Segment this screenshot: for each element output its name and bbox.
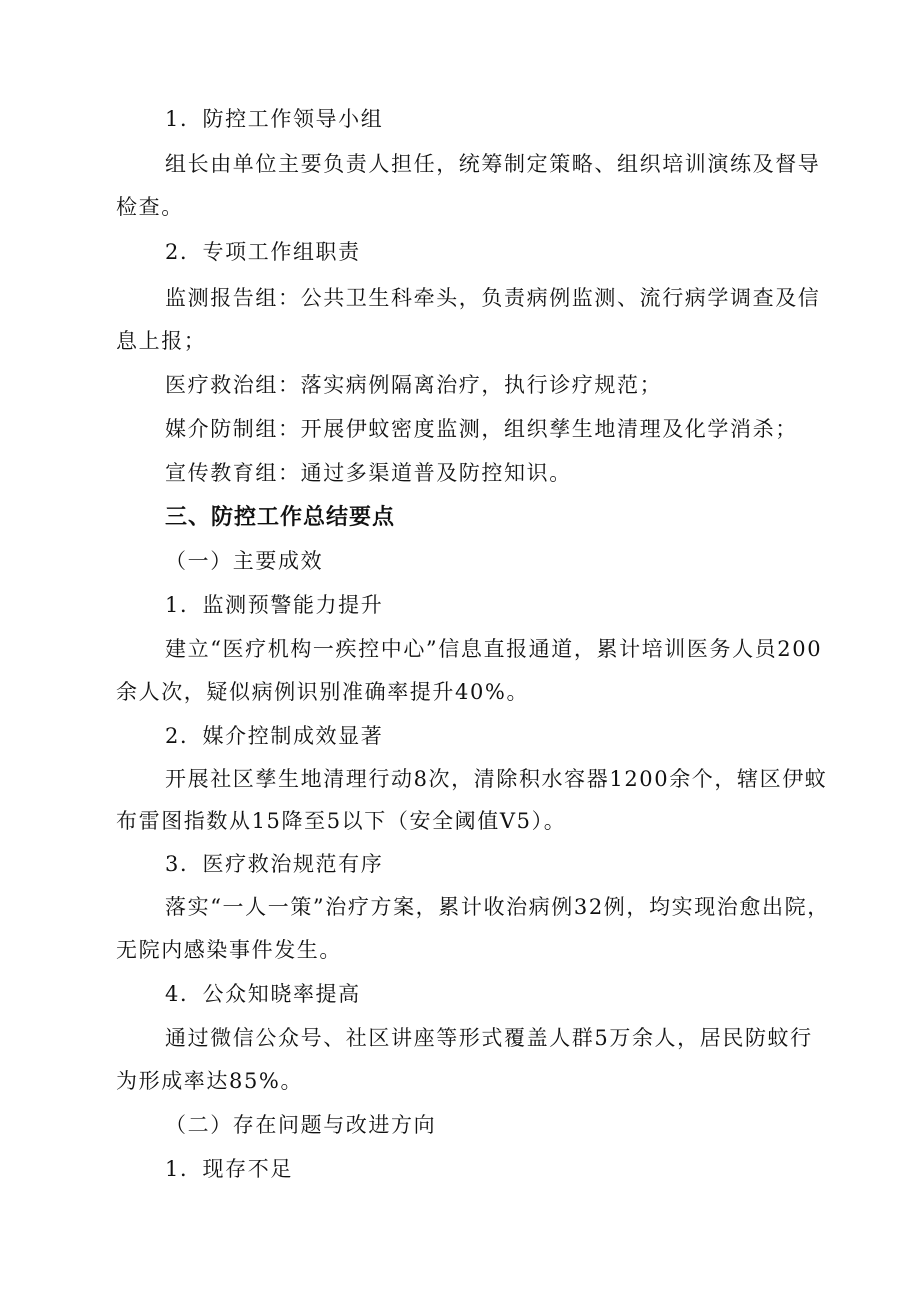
paragraph-line: 落实“一人一策”治疗方案，累计收治病例32例，均实现治愈出院， xyxy=(165,895,830,919)
paragraph-line: 无院内感染事件发生。 xyxy=(116,938,342,962)
item-heading: 4．公众知晓率提高 xyxy=(165,982,361,1006)
paragraph-line: 组长由单位主要负责人担任，统筹制定策略、组织培训演练及督导 xyxy=(165,152,821,176)
item-heading: 1．防控工作领导小组 xyxy=(165,107,384,131)
paragraph-line: 媒介防制组：开展伊蚊密度监测，组织孳生地清理及化学消杀； xyxy=(165,417,798,441)
paragraph-line: 宣传教育组：通过多渠道普及防控知识。 xyxy=(165,461,572,485)
item-heading: 3．医疗救治规范有序 xyxy=(165,852,384,876)
item-heading: 2．媒介控制成效显著 xyxy=(165,724,384,748)
paragraph-line: 息上报； xyxy=(116,329,207,353)
item-heading: 1．现存不足 xyxy=(165,1157,293,1181)
subsection-title: （一）主要成效 xyxy=(165,549,324,573)
paragraph-line: 布雷图指数从15降至5以下（安全阈值V5）。 xyxy=(116,809,567,833)
paragraph-line: 为形成率达85%。 xyxy=(116,1069,304,1093)
paragraph-line: 余人次，疑似病例识别准确率提升40%。 xyxy=(116,680,530,704)
paragraph-line: 监测报告组：公共卫生科牵头，负责病例监测、流行病学调查及信 xyxy=(165,286,821,310)
paragraph-line: 通过微信公众号、社区讲座等形式覆盖人群5万余人，居民防蚊行 xyxy=(165,1026,813,1050)
subsection-title: （二）存在问题与改进方向 xyxy=(165,1113,437,1137)
item-heading: 1．监测预警能力提升 xyxy=(165,593,384,617)
paragraph-line: 检查。 xyxy=(116,195,184,219)
item-heading: 2．专项工作组职责 xyxy=(165,240,361,264)
section-title: 三、防控工作总结要点 xyxy=(165,505,396,530)
paragraph-line: 医疗救治组：落实病例隔离治疗，执行诊疗规范； xyxy=(165,373,663,397)
paragraph-line: 建立“医疗机构一疾控中心”信息直报通道，累计培训医务人员200 xyxy=(165,637,823,661)
paragraph-line: 开展社区孳生地清理行动8次，清除积水容器1200余个，辖区伊蚊 xyxy=(165,767,828,791)
